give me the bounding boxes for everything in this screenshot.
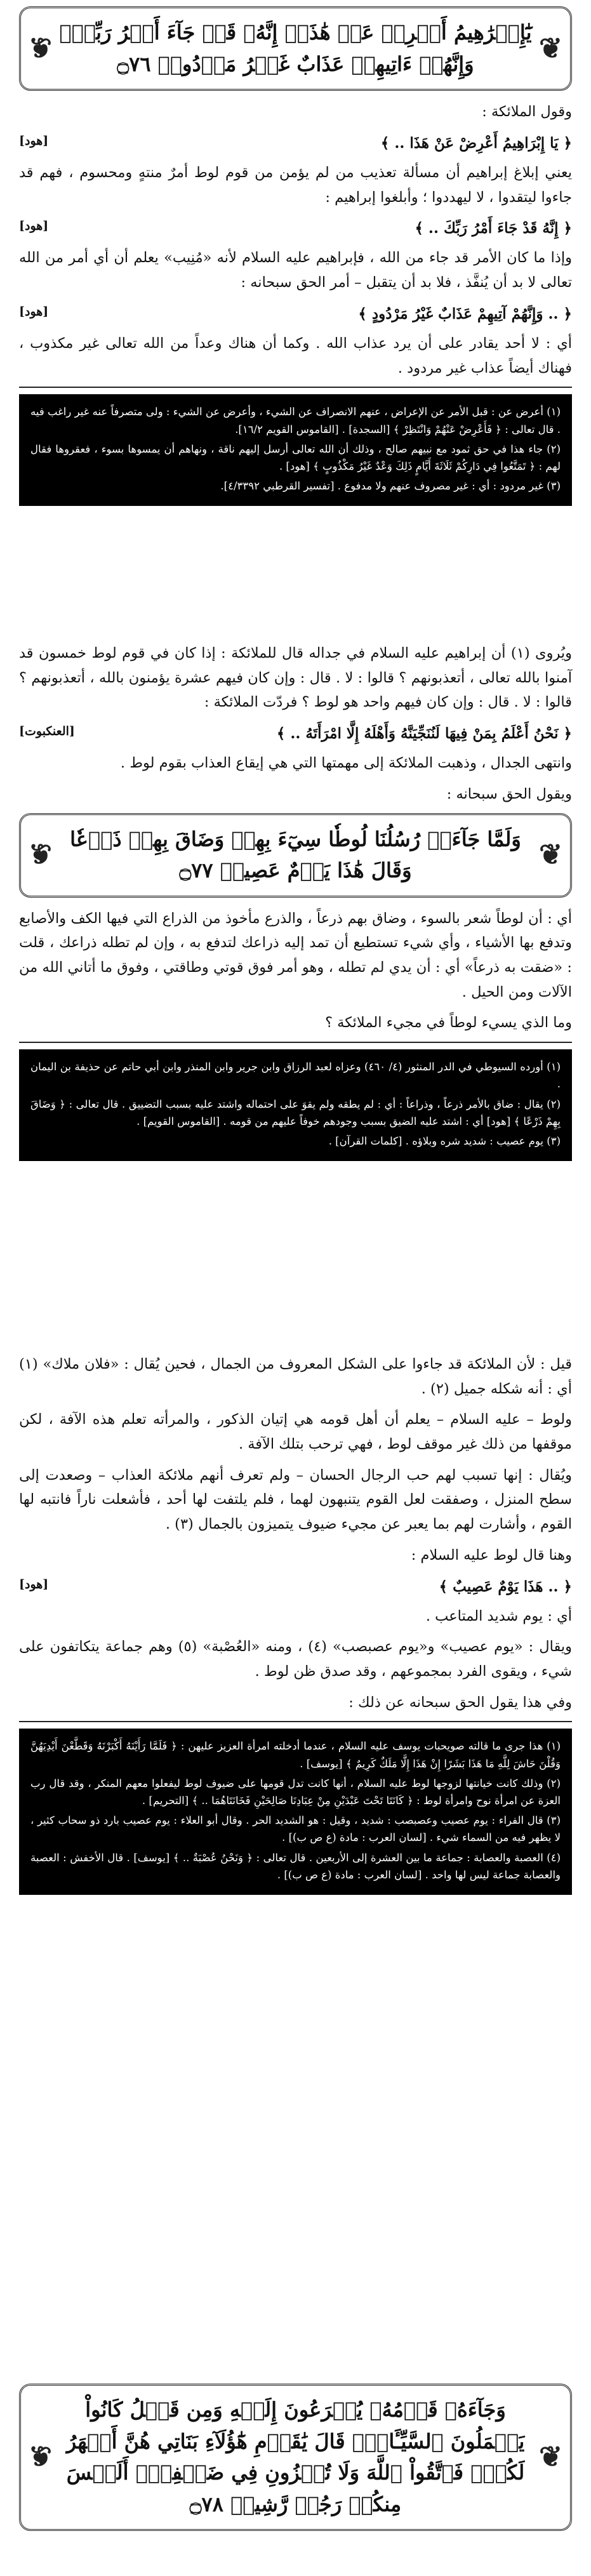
quran-verse bbox=[19, 721, 572, 746]
quran-verse-banner: ❦ يَٰٓإِبۡرَٰهِيمُ أَعۡرِضۡ عَنۡ هَٰذَآۖ إِنَّهُۥ قَدۡ جَآءَ أَمۡرُ رَبِّكَۖ وَإِنَّهُمۡ ءَاتِيهِمۡ عَذَابٌ غَيۡرُ مَرۡدُودٖ ۝٧٦ ❦ bbox=[19, 6, 572, 91]
paragraph: وفي هذا يقول الحق سبحانه عن ذلك : bbox=[349, 1694, 572, 1711]
paragraph: يعني إبلاغ إبراهيم أن مسألة تعذيب من لم يؤمن من قوم لوط أمرٌ منتهٍ ومحسوم ، فهم قد جاءوا ليتقدوا ، لا ليهددوا ؛ وأبلغوا إبراهيم : bbox=[19, 164, 572, 206]
footnote: (٣) غير مردود : أي : غير مصروف عنهم ولا مدفوع . [تفسير القرطبي ٤/٣٣٩٢]. bbox=[220, 480, 561, 493]
verse-text: ﴿ إِنَّهُ قَدْ جَاءَ أَمْرُ رَبِّكَ .. ﴾ bbox=[415, 220, 572, 237]
surah-reference: [العنكبوت] bbox=[19, 724, 75, 739]
footnote-separator bbox=[19, 1721, 572, 1722]
paragraph: وهنا قال لوط عليه السلام : bbox=[411, 1546, 572, 1564]
quran-verse-banner: ❦ وَجَآءَهُۥ قَوۡمُهُۥ يُهۡرَعُونَ إِلَيۡهِ وَمِن قَبۡلُ كَانُواْ يَعۡمَلُونَ ٱلسَّيِّـَٔاتِۚ قَالَ يَٰقَوۡمِ هَٰٓؤُلَآءِ بَنَاتِي هُنَّ أَطۡهَرُ لَكُمۡۖ فَٱتَّقُواْ ٱللَّهَ وَلَا تُخۡزُونِ فِي ضَيۡفِيٓۖ أَلَيۡسَ مِنكُمۡ رَجُلٞ رَّشِيدٞ ۝٧٨ ❦ bbox=[19, 2384, 572, 2531]
page-2 bbox=[19, 641, 572, 1161]
paragraph: أي : لا أحد يقادر على أن يرد عذاب الله . وكما أن هناك وعداً من الله تعالى غير مكذوب ، فهناك أيضاً عذاب غير مردود . bbox=[19, 335, 572, 376]
quran-verse bbox=[19, 131, 572, 156]
quran-verse bbox=[19, 1574, 572, 1599]
paragraph: أي : يوم شديد المتاعب . bbox=[425, 1607, 572, 1624]
paragraph: قيل : لأن الملائكة قد جاءوا على الشكل المعروف من الجمال ، فحين يُقال : «فلان ملاك» (١) أي : أنه شكله جميل (٢) . bbox=[19, 1356, 572, 1397]
paragraph: ولوط – عليه السلام – يعلم أن أهل قومه هي إتيان الذكور ، والمرأته تعلم هذه الآفة ، لكن موقفها من ذلك غير موقف لوط ، فهي ترحب بتلك الآفة . bbox=[19, 1411, 572, 1453]
surah-reference: [هود] bbox=[19, 219, 49, 234]
surah-reference: [هود] bbox=[19, 1577, 49, 1591]
surah-reference: [هود] bbox=[19, 133, 49, 148]
verse-text: ﴿ يَا إِبْرَاهِيمُ أَعْرِضْ عَنْ هَذَا .. ﴾ bbox=[380, 134, 572, 152]
footnote: (١) هذا جرى ما قالته صويحبات يوسف عليه السلام ، عندما أدخلته امرأة العزيز عليهن : ﴿ فَلَمَّا رَأَيْنَهُ أَكْبَرْنَهُ وَقَطَّعْنَ أَيْدِيَهُنَّ وَقُلْنَ حَاشَ لِلَّهِ مَا هَذَا بَشَرًا إِنْ هَذَا إِلَّا مَلَكٌ كَرِيمٌ ﴾ [يوسف] . bbox=[30, 1740, 561, 1770]
footnotes bbox=[19, 1049, 572, 1161]
paragraph: ويُقال : إنها تسبب لهم حب الرجال الحسان – ولم تعرف أنهم ملائكة العذاب – وصعدت إلى سطح المنزل ، وصفقت لعل القوم يتنبهون لهما ، فلم يلتفت لها أحد ، فأشعلت ناراً فانتبه لها القوم ، وأشارت لهم بما يعبر عن مجيء ضيوف يتميزون بالجمال (٣) . bbox=[19, 1466, 572, 1533]
footnote-separator bbox=[19, 387, 572, 388]
footnote: (٢) وذلك كانت خيانتها لزوجها لوط عليه السلام ، أنها كانت تدل قومها على ضيوف لوط ليفعلوا معهم المنكر ، وقد قال رب العزة عن امرأة نوح وامرأة لوط : ﴿ كَانَتَا تَحْتَ عَبْدَيْنِ مِنْ عِبَادِنَا صَالِحَيْنِ فَخَانَتَاهُمَا .. ﴾ [التحريم] . bbox=[30, 1777, 561, 1807]
footnote: (١) أعرض عن : قبل الأمر عن الإعراض ، عنهم الانصراف عن الشيء ، وأعرض عن الشيء : ولى متصرفاً عنه غير راغب فيه . قال تعالى : ﴿ فَأَعْرِضْ عَنْهُمْ وَانْتَظِرْ ﴾ [السجدة] . [القاموس القويم ١٦/٢]. bbox=[30, 406, 561, 435]
footnote: (٣) قال الفراء : يوم عصيب وعصبصب : شديد ، وقيل : هو الشديد الحر . وقال أبو العلاء : يوم عصيب بارد ذو سحاب كثير ، لا يظهر فيه من السماء شيء . [لسان العرب : مادة (ع ص ب)] . bbox=[30, 1814, 561, 1844]
quran-verse-banner: ❦ وَلَمَّا جَآءَتۡ رُسُلُنَا لُوطٗا سِيٓءَ بِهِمۡ وَضَاقَ بِهِمۡ ذَرۡعٗا وَقَالَ هَٰذَا يَوۡمٌ عَصِيبٞ ۝٧٧ ❦ bbox=[19, 813, 572, 898]
verse-text: ﴿ .. وَإِنَّهُمْ آتِيهِمْ عَذَابٌ غَيْرُ مَرْدُودٍ ﴾ bbox=[358, 305, 572, 322]
paragraph: أي : أن لوطاً شعر بالسوء ، وضاق بهم ذرعاً ، والذرع مأخوذ من الذراع التي فيها الكف والأصابع وتدفع بها الأشياء ، وأي شيء تستطيع أن تمد إليه ذراعك لتدفع به ، وإن لم تطله ذراعك ، قلت : «ضقت به ذرعاً» أي : أن يدي لم تطله ، وهو أمر فوق قوتي وطاقتي ، وفوق ما أتاني الله من الآلات ومن الحيل . bbox=[19, 910, 572, 1000]
paragraph: ويقول الحق سبحانه : bbox=[446, 785, 572, 802]
paragraph: وقول الملائكة : bbox=[482, 103, 572, 121]
page-3 bbox=[19, 1352, 572, 1895]
footnote: (٤) العصبة والعصابة : جماعة ما بين العشرة إلى الأربعين . قال تعالى : ﴿ وَنَحْنُ عُصْبَةٌ .. ﴾ [يوسف] . قال الأخفش : العصبة والعصابة جماعة ليس لها واحد . [لسان العرب : مادة (ع ص ب)] . bbox=[30, 1851, 561, 1881]
paragraph: ويُروى (١) أن إبراهيم عليه السلام في جداله قال للملائكة : إذا كان في قوم لوط خمسون قد آمنوا بالله تعالى ، أتعذبونهم ؟ قالوا : لا . قال : وإن كان فيهم عشرة يؤمنون بالله ، أتعذبونهم ؟ قالوا : لا . قال : وإن كان فيهم واحد هو لوط ؟ فردّت الملائكة : bbox=[19, 645, 572, 711]
quran-verse bbox=[19, 302, 572, 326]
footnote: (٢) يقال : ضاق بالأمر ذرعاً ، وذراعاً : أي : لم يطقه ولم يقوَ على احتماله واشتد عليه بسبب التضييق . قال تعالى : ﴿ وَضَاقَ بِهِمْ ذَرْعًا ﴾ [هود] أي : اشتد عليه الضيق بسبب وجودهم خوفاً عليهم من قومه . [القاموس القويم] . bbox=[30, 1098, 561, 1127]
verse-text: ﴿ .. هَذَا يَوْمٌ عَصِيبٌ ﴾ bbox=[439, 1577, 572, 1595]
surah-reference: [هود] bbox=[19, 304, 49, 319]
paragraph: وما الذي يسيء لوطاً في مجيء الملائكة ؟ bbox=[325, 1014, 572, 1032]
footnote: (١) أورده السيوطي في الدر المنثور (٤/ ٤٦٠) وعزاه لعبد الرزاق وابن جرير وابن المنذر وابن أبي حاتم عن حذيفة بن اليمان . bbox=[30, 1061, 561, 1091]
footnotes bbox=[19, 394, 572, 506]
paragraph: ويقال : «يوم عصيب» و«يوم عصبصب» (٤) ، ومنه «العُصْبة» (٥) وهم جماعة يتكاتفون على شيء ، ويقوى الفرد بمجموعهم ، وقد صدق ظن لوط . bbox=[19, 1638, 572, 1680]
footnotes bbox=[19, 1729, 572, 1895]
quran-verse bbox=[19, 216, 572, 241]
footnote: (٢) جاء هذا في حق ثمود مع نبيهم صالح ، وذلك أن الله تعالى أرسل إليهم ناقة ، ونهاهم أن يمسوها بسوء ، فعقروها فقال لهم : ﴿ تَمَتَّعُوا فِي دَارِكُمْ ثَلَاثَةَ أَيَّامٍ ذَلِكَ وَعْدٌ غَيْرُ مَكْذُوبٍ ﴾ [هود] . bbox=[30, 442, 561, 472]
footnote: (٣) يوم عصيب : شديد شره وبلاؤه . [كلمات القرآن] . bbox=[328, 1135, 561, 1148]
page-4 bbox=[19, 2384, 572, 2531]
footnote-separator bbox=[19, 1042, 572, 1043]
verse-text: ﴿ نَحْنُ أَعْلَمُ بِمَنْ فِيهَا لَنُنَجِّيَنَّهُ وَأَهْلَهُ إِلَّا امْرَأَتَهُ .. ﴾ bbox=[276, 725, 572, 743]
page-1 bbox=[19, 6, 572, 506]
paragraph: وإذا ما كان الأمر قد جاء من الله ، فإبراهيم عليه السلام لأنه «مُنِيب» يعلم أن أي أمر من الله تعالى لا بد أن يُنفَّذ ، فلا بد أن يتقبل – أمر الحق سبحانه : bbox=[19, 249, 572, 291]
paragraph: وانتهى الجدال ، وذهبت الملائكة إلى مهمتها التي هي إيقاع العذاب بقوم لوط . bbox=[120, 755, 572, 772]
